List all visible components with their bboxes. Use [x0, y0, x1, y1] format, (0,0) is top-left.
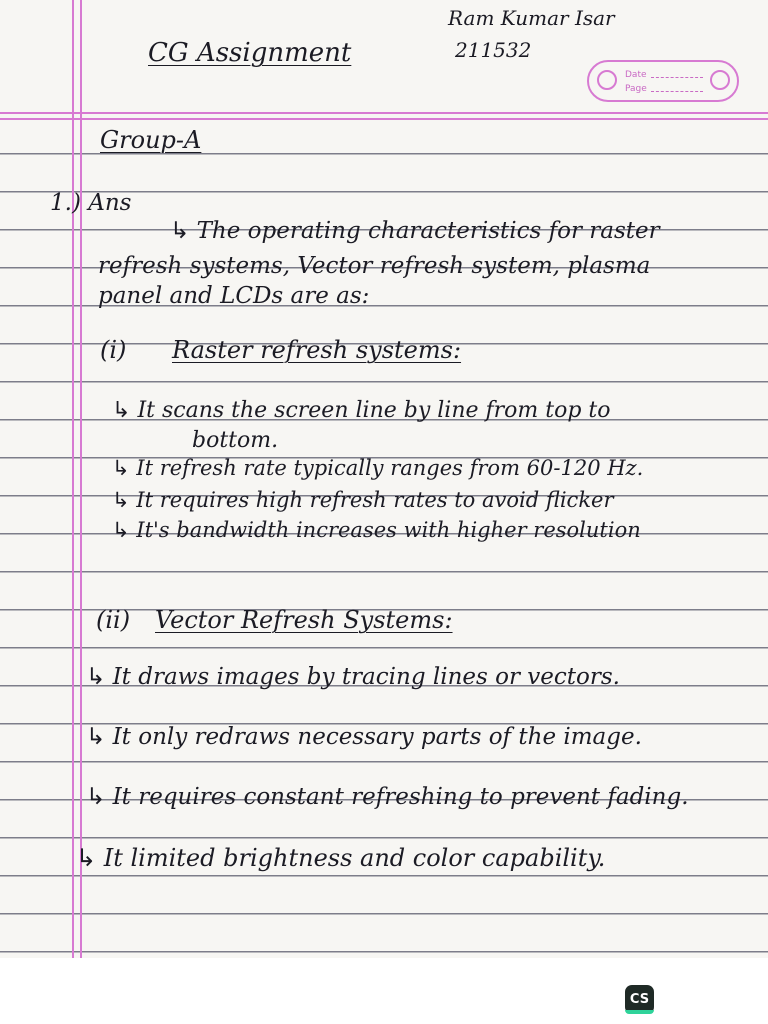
margin-line-left-2: [80, 0, 82, 958]
assignment-title: CG Assignment: [148, 38, 352, 68]
part2-point-3: [86, 786, 689, 809]
part2-point-2: [86, 726, 642, 749]
header-rule-2: [0, 118, 768, 120]
arrow-icon: ↳: [112, 456, 130, 480]
roll-number: 211532: [455, 38, 532, 62]
part2-point-3-text: It requires constant refreshing to prevent fading.: [112, 784, 689, 810]
part2-point-2-text: It only redraws necessary parts of the image.: [112, 724, 642, 750]
badge-label: CS: [629, 992, 650, 1007]
intro-line-3: panel and LCDs are as:: [98, 283, 370, 309]
camscanner-logo-icon: [625, 985, 654, 1014]
date-page-stamp: [587, 60, 739, 102]
section-heading: Group-A: [100, 126, 202, 154]
header-rule-1: [0, 112, 768, 114]
margin-line-left-1: [72, 0, 74, 958]
arrow-icon: ↳: [112, 488, 130, 512]
stamp-page-line: [651, 91, 703, 92]
part1-point-4: [112, 520, 641, 541]
part2-point-1-text: It draws images by tracing lines or vectors.: [112, 664, 620, 690]
stamp-date-line: [651, 77, 703, 78]
part1-point-3: [112, 490, 614, 511]
part2-point-4-text: It limited brightness and color capability.: [103, 844, 606, 872]
stamp-circle-left: [597, 70, 617, 90]
part1-heading: Raster refresh systems:: [172, 336, 462, 364]
answer-label: 1.) Ans: [50, 190, 132, 216]
stamp-date-label: Date: [625, 70, 647, 80]
arrow-icon: ↳: [170, 218, 190, 244]
arrow-icon: ↳: [86, 784, 106, 810]
arrow-icon: ↳: [112, 518, 130, 542]
author-name: Ram Kumar Isar: [448, 6, 615, 30]
part2-number: (ii): [96, 606, 131, 634]
part1-number: (i): [100, 336, 127, 364]
part1-point-3-text: It requires high refresh rates to avoid flicker: [136, 488, 614, 512]
arrow-icon: ↳: [76, 844, 97, 872]
stamp-page-label: Page: [625, 84, 647, 94]
intro-line-2: refresh systems, Vector refresh system, plasma: [98, 253, 651, 279]
part2-point-4: [76, 846, 605, 870]
arrow-icon: ↳: [86, 664, 106, 690]
part1-point-1-text: It scans the screen line by line from top to: [137, 398, 611, 423]
badge-accent-bar: [625, 1010, 654, 1014]
part1-point-1-cont: bottom.: [192, 428, 279, 453]
arrow-icon: ↳: [86, 724, 106, 750]
intro-line-1: [170, 220, 660, 243]
stamp-circle-right: [710, 70, 730, 90]
part2-heading: Vector Refresh Systems:: [155, 606, 453, 634]
part1-point-4-text: It's bandwidth increases with higher resolution: [136, 518, 641, 542]
arrow-icon: ↳: [112, 398, 131, 423]
part1-point-2-text: It refresh rate typically ranges from 60-120 Hz.: [136, 456, 644, 480]
part2-point-1: [86, 666, 620, 689]
part1-point-1: [112, 400, 611, 422]
part1-point-2: [112, 458, 643, 479]
intro-text-1: The operating characteristics for raster: [196, 218, 660, 244]
